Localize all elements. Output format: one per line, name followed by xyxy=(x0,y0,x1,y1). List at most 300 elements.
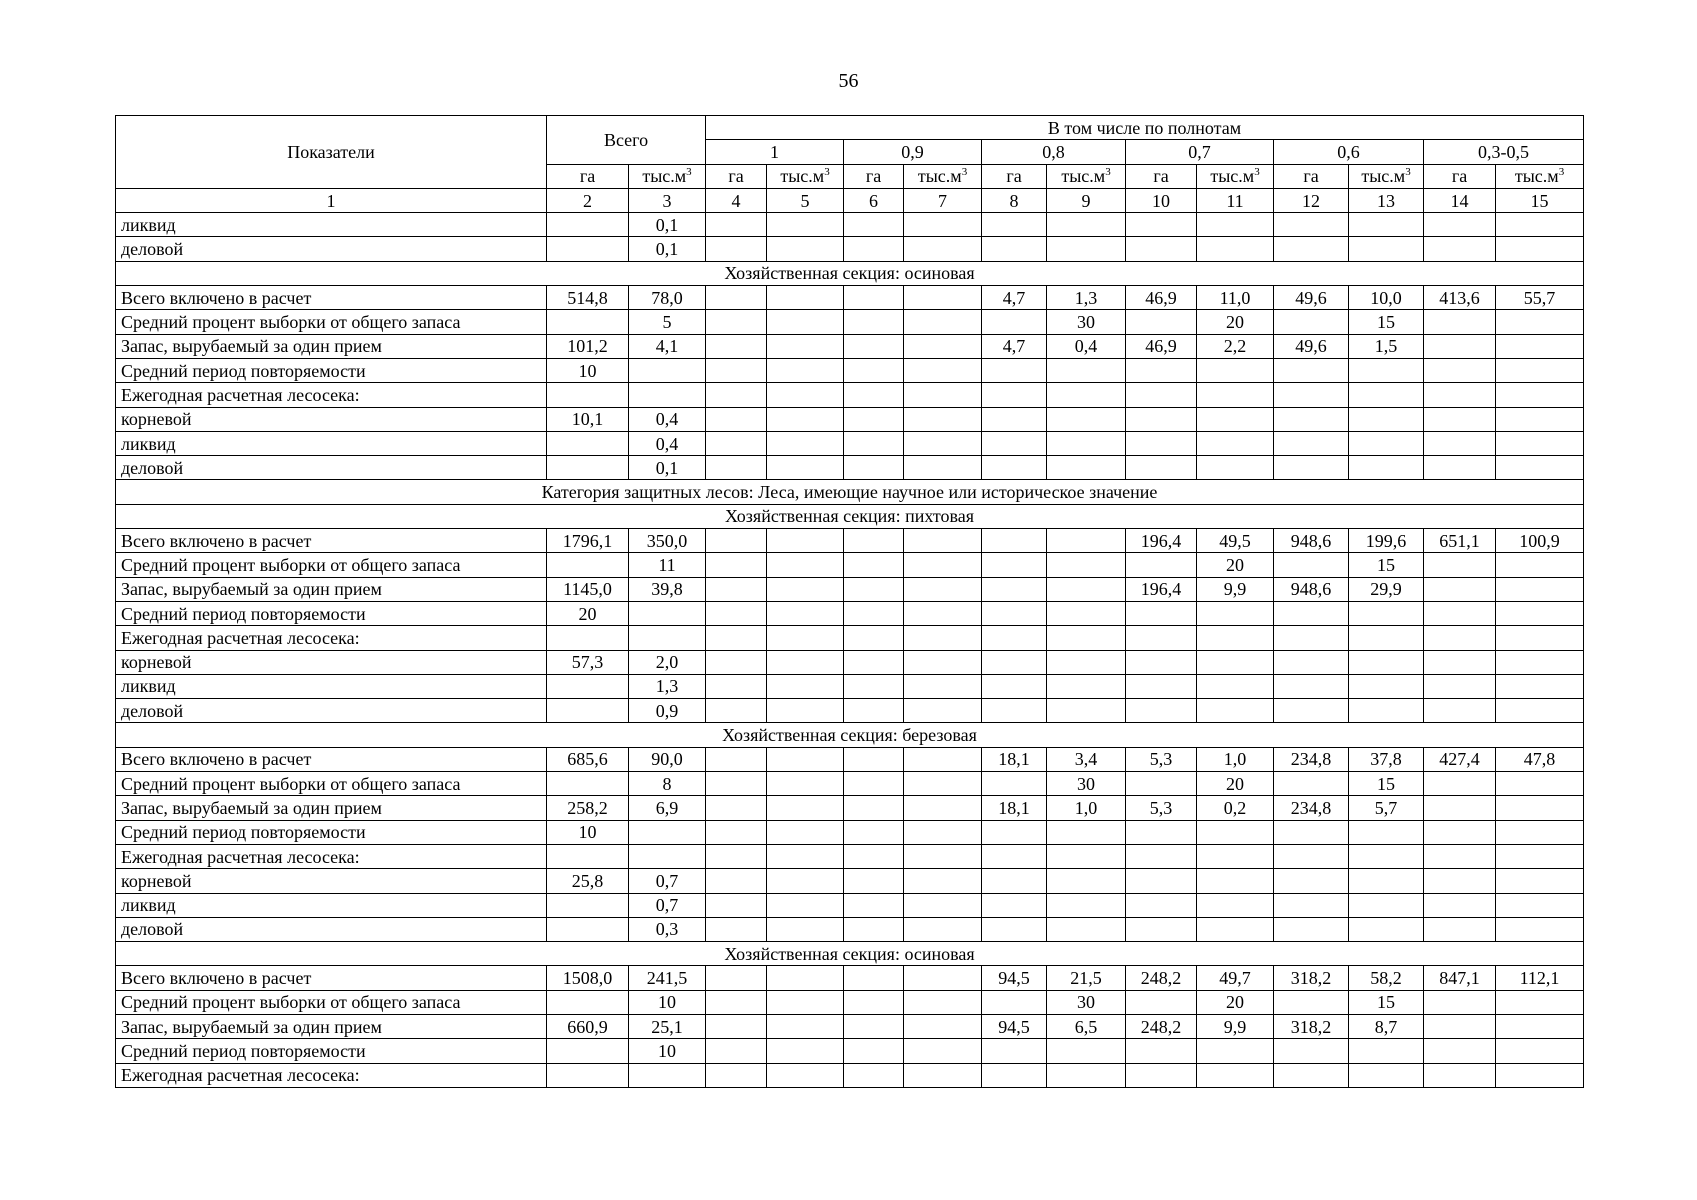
column-number: 4 xyxy=(706,188,767,212)
table-cell xyxy=(982,383,1047,407)
table-cell: 1,0 xyxy=(1047,796,1126,820)
table-cell xyxy=(1274,1039,1349,1063)
table-cell xyxy=(1274,237,1349,261)
table-cell: 94,5 xyxy=(982,966,1047,990)
table-cell xyxy=(904,869,982,893)
row-label: Всего включено в расчет xyxy=(116,966,547,990)
table-cell xyxy=(1274,820,1349,844)
table-cell xyxy=(844,529,904,553)
table-cell: 20 xyxy=(547,601,629,625)
unit-volume-base: тыс.м xyxy=(780,166,825,187)
table-cell: 241,5 xyxy=(629,966,706,990)
table-cell xyxy=(547,699,629,723)
table-cell: 25,1 xyxy=(629,1014,706,1038)
table-cell: 1,3 xyxy=(1047,286,1126,310)
table-cell xyxy=(767,237,844,261)
column-number: 13 xyxy=(1349,188,1424,212)
table-row xyxy=(116,650,1584,674)
table-cell: 78,0 xyxy=(629,286,706,310)
table-cell xyxy=(547,1039,629,1063)
table-cell: 15 xyxy=(1349,553,1424,577)
table-cell: 5,7 xyxy=(1349,796,1424,820)
table-cell xyxy=(904,456,982,480)
row-label: Средний процент выборки от общего запаса xyxy=(116,553,547,577)
table-cell xyxy=(904,237,982,261)
table-cell xyxy=(1047,869,1126,893)
unit-volume-header xyxy=(1197,164,1274,188)
table-cell xyxy=(1496,917,1584,941)
unit-volume-base: тыс.м xyxy=(917,166,962,187)
table-cell xyxy=(767,456,844,480)
table-cell xyxy=(1349,650,1424,674)
table-cell xyxy=(1197,456,1274,480)
table-cell: 5,3 xyxy=(1126,796,1197,820)
table-cell xyxy=(1424,699,1496,723)
table-cell xyxy=(1126,650,1197,674)
table-cell xyxy=(767,407,844,431)
table-cell xyxy=(1047,213,1126,237)
table-cell xyxy=(844,431,904,455)
table-cell xyxy=(1197,1039,1274,1063)
table-cell xyxy=(547,456,629,480)
row-label: Запас, вырубаемый за один прием xyxy=(116,1014,547,1038)
table-cell: 18,1 xyxy=(982,796,1047,820)
table-cell xyxy=(767,674,844,698)
table-cell xyxy=(1424,869,1496,893)
table-cell xyxy=(1126,1063,1197,1087)
table-cell xyxy=(1197,213,1274,237)
table-cell xyxy=(1496,893,1584,917)
table-row xyxy=(116,213,1584,237)
unit-volume-exponent: 3 xyxy=(961,166,968,179)
unit-volume-base: тыс.м xyxy=(1514,166,1559,187)
table-cell xyxy=(982,772,1047,796)
table-cell xyxy=(706,674,767,698)
row-label: деловой xyxy=(116,699,547,723)
unit-volume-base: тыс.м xyxy=(1061,166,1106,187)
table-cell: 6,9 xyxy=(629,796,706,820)
table-cell: 10 xyxy=(629,990,706,1014)
table-cell xyxy=(904,747,982,771)
table-cell xyxy=(1349,237,1424,261)
table-cell xyxy=(1126,917,1197,941)
table-cell xyxy=(844,1063,904,1087)
table-cell: 0,7 xyxy=(629,869,706,893)
table-cell xyxy=(547,431,629,455)
table-cell xyxy=(767,334,844,358)
table-cell xyxy=(1496,358,1584,382)
table-cell xyxy=(1274,772,1349,796)
row-label: корневой xyxy=(116,869,547,893)
table-row xyxy=(116,334,1584,358)
table-cell xyxy=(1047,358,1126,382)
table-cell xyxy=(982,456,1047,480)
unit-volume-header xyxy=(1047,164,1126,188)
table-cell: 196,4 xyxy=(1126,529,1197,553)
table-cell xyxy=(547,893,629,917)
table-cell xyxy=(844,699,904,723)
table-cell: 57,3 xyxy=(547,650,629,674)
table-cell xyxy=(629,1063,706,1087)
table-cell xyxy=(904,626,982,650)
table-cell: 11 xyxy=(629,553,706,577)
table-cell: 15 xyxy=(1349,310,1424,334)
table-cell xyxy=(767,699,844,723)
table-cell xyxy=(1274,601,1349,625)
table-cell: 49,6 xyxy=(1274,286,1349,310)
table-cell xyxy=(547,383,629,407)
table-cell xyxy=(706,1039,767,1063)
table-cell xyxy=(982,626,1047,650)
table-cell xyxy=(1349,383,1424,407)
row-label: корневой xyxy=(116,650,547,674)
column-number: 6 xyxy=(844,188,904,212)
table-cell: 8,7 xyxy=(1349,1014,1424,1038)
table-cell: 4,7 xyxy=(982,334,1047,358)
table-cell xyxy=(767,917,844,941)
table-cell: 94,5 xyxy=(982,1014,1047,1038)
table-cell xyxy=(1496,1014,1584,1038)
table-cell xyxy=(1349,844,1424,868)
table-cell xyxy=(1496,869,1584,893)
table-cell xyxy=(1126,869,1197,893)
table-cell: 30 xyxy=(1047,310,1126,334)
row-label: Средний период повторяемости xyxy=(116,820,547,844)
table-cell xyxy=(844,213,904,237)
column-number: 1 xyxy=(116,188,547,212)
table-cell xyxy=(706,1014,767,1038)
table-cell xyxy=(1274,456,1349,480)
table-cell xyxy=(1126,990,1197,1014)
column-number: 10 xyxy=(1126,188,1197,212)
table-cell xyxy=(1349,917,1424,941)
unit-ha-header: га xyxy=(1274,164,1349,188)
column-number: 14 xyxy=(1424,188,1496,212)
table-cell xyxy=(904,966,982,990)
table-row xyxy=(116,286,1584,310)
table-cell: 47,8 xyxy=(1496,747,1584,771)
table-cell xyxy=(1424,601,1496,625)
table-cell xyxy=(1349,820,1424,844)
table-cell xyxy=(1047,456,1126,480)
unit-volume-base: тыс.м xyxy=(1210,166,1255,187)
table-cell xyxy=(1424,1014,1496,1038)
table-cell xyxy=(629,601,706,625)
table-cell xyxy=(1047,431,1126,455)
table-cell: 9,9 xyxy=(1197,577,1274,601)
table-cell xyxy=(844,286,904,310)
table-cell xyxy=(706,456,767,480)
table-cell: 20 xyxy=(1197,990,1274,1014)
table-cell xyxy=(1424,310,1496,334)
table-cell xyxy=(1126,626,1197,650)
table-cell xyxy=(1047,844,1126,868)
table-cell xyxy=(982,650,1047,674)
table-row xyxy=(116,772,1584,796)
table-cell xyxy=(1496,310,1584,334)
unit-volume-exponent: 3 xyxy=(824,166,830,179)
table-cell xyxy=(706,529,767,553)
table-cell: 0,3 xyxy=(629,917,706,941)
row-label: Всего включено в расчет xyxy=(116,286,547,310)
table-cell xyxy=(767,553,844,577)
table-cell xyxy=(1126,699,1197,723)
table-cell: 46,9 xyxy=(1126,334,1197,358)
table-cell xyxy=(904,334,982,358)
table-cell xyxy=(1496,407,1584,431)
table-cell xyxy=(904,893,982,917)
section-row xyxy=(116,504,1584,528)
table-cell xyxy=(629,358,706,382)
table-cell: 5,3 xyxy=(1126,747,1197,771)
table-cell xyxy=(706,601,767,625)
table-cell xyxy=(629,820,706,844)
table-cell xyxy=(1496,990,1584,1014)
row-label: Средний процент выборки от общего запаса xyxy=(116,772,547,796)
table-cell: 514,8 xyxy=(547,286,629,310)
table-cell xyxy=(1496,626,1584,650)
table-cell xyxy=(706,650,767,674)
table-cell xyxy=(1047,529,1126,553)
row-label: деловой xyxy=(116,237,547,261)
table-cell xyxy=(1274,553,1349,577)
table-cell xyxy=(904,820,982,844)
unit-volume-header xyxy=(629,164,706,188)
column-number: 8 xyxy=(982,188,1047,212)
table-cell xyxy=(1424,213,1496,237)
table-cell: 651,1 xyxy=(1424,529,1496,553)
table-cell xyxy=(904,674,982,698)
table-cell xyxy=(844,917,904,941)
table-cell: 234,8 xyxy=(1274,796,1349,820)
table-cell: 15 xyxy=(1349,990,1424,1014)
table-cell xyxy=(767,650,844,674)
table-cell: 0,4 xyxy=(629,431,706,455)
table-cell xyxy=(706,407,767,431)
table-cell xyxy=(767,213,844,237)
table-cell xyxy=(844,237,904,261)
table-cell xyxy=(982,577,1047,601)
table-cell xyxy=(1349,431,1424,455)
table-cell: 1,5 xyxy=(1349,334,1424,358)
row-label: Средний период повторяемости xyxy=(116,601,547,625)
table-cell: 0,1 xyxy=(629,456,706,480)
table-cell xyxy=(1047,601,1126,625)
table-cell xyxy=(844,601,904,625)
table-cell xyxy=(1274,893,1349,917)
section-title: Хозяйственная секция: осиновая xyxy=(116,261,1584,285)
table-cell: 0,2 xyxy=(1197,796,1274,820)
table-cell xyxy=(1496,577,1584,601)
table-cell xyxy=(904,213,982,237)
table-cell xyxy=(706,553,767,577)
table-cell xyxy=(1496,1039,1584,1063)
table-cell: 49,6 xyxy=(1274,334,1349,358)
table-cell xyxy=(982,699,1047,723)
table-row xyxy=(116,917,1584,941)
table-cell xyxy=(1274,1063,1349,1087)
table-cell: 0,9 xyxy=(629,699,706,723)
table-cell xyxy=(1274,383,1349,407)
table-cell: 58,2 xyxy=(1349,966,1424,990)
table-cell xyxy=(1424,674,1496,698)
unit-volume-exponent: 3 xyxy=(686,166,692,179)
table-cell: 30 xyxy=(1047,772,1126,796)
table-cell: 90,0 xyxy=(629,747,706,771)
table-cell xyxy=(1047,407,1126,431)
table-row xyxy=(116,577,1584,601)
table-cell xyxy=(982,529,1047,553)
column-number: 3 xyxy=(629,188,706,212)
table-cell xyxy=(1424,844,1496,868)
unit-ha-header: га xyxy=(1424,164,1496,188)
table-cell: 2,0 xyxy=(629,650,706,674)
table-row xyxy=(116,310,1584,334)
table-cell xyxy=(904,529,982,553)
table-cell xyxy=(706,286,767,310)
page-number: 56 xyxy=(838,70,859,92)
unit-ha-header: га xyxy=(982,164,1047,188)
table-cell xyxy=(982,310,1047,334)
row-label: Ежегодная расчетная лесосека: xyxy=(116,626,547,650)
table-row xyxy=(116,844,1584,868)
table-row xyxy=(116,966,1584,990)
table-cell: 660,9 xyxy=(547,1014,629,1038)
row-label: Средний период повторяемости xyxy=(116,1039,547,1063)
table-cell: 5 xyxy=(629,310,706,334)
table-cell: 101,2 xyxy=(547,334,629,358)
table-cell xyxy=(982,1063,1047,1087)
table-cell: 427,4 xyxy=(1424,747,1496,771)
table-cell xyxy=(1047,699,1126,723)
table-cell: 9,9 xyxy=(1197,1014,1274,1038)
table-cell xyxy=(982,407,1047,431)
table-cell xyxy=(1424,820,1496,844)
table-cell: 318,2 xyxy=(1274,1014,1349,1038)
column-number: 15 xyxy=(1496,188,1584,212)
table-cell xyxy=(844,820,904,844)
table-cell: 196,4 xyxy=(1126,577,1197,601)
table-cell xyxy=(1424,1063,1496,1087)
table-cell xyxy=(1197,358,1274,382)
row-label: деловой xyxy=(116,456,547,480)
table-cell: 0,1 xyxy=(629,213,706,237)
table-cell xyxy=(1126,674,1197,698)
section-title: Категория защитных лесов: Леса, имеющие научное или историческое значение xyxy=(116,480,1584,504)
table-cell: 10,0 xyxy=(1349,286,1424,310)
table-cell xyxy=(844,747,904,771)
table-cell xyxy=(1496,431,1584,455)
table-cell xyxy=(547,844,629,868)
table-cell xyxy=(1349,699,1424,723)
table-cell: 3,4 xyxy=(1047,747,1126,771)
table-cell xyxy=(1274,626,1349,650)
table-cell xyxy=(1047,577,1126,601)
table-cell xyxy=(844,990,904,1014)
table-row xyxy=(116,601,1584,625)
table-cell xyxy=(1047,893,1126,917)
table-cell: 248,2 xyxy=(1126,966,1197,990)
table-cell: 55,7 xyxy=(1496,286,1584,310)
table-body xyxy=(116,213,1584,1088)
table-cell xyxy=(767,431,844,455)
table-cell: 6,5 xyxy=(1047,1014,1126,1038)
table-cell: 248,2 xyxy=(1126,1014,1197,1038)
table-cell xyxy=(1126,383,1197,407)
unit-ha-header: га xyxy=(547,164,629,188)
table-cell xyxy=(844,966,904,990)
table-cell xyxy=(1197,917,1274,941)
table-cell xyxy=(844,893,904,917)
total-header: Всего xyxy=(547,116,706,165)
table-cell xyxy=(629,626,706,650)
row-label: деловой xyxy=(116,917,547,941)
table-cell xyxy=(1274,674,1349,698)
table-cell xyxy=(1349,358,1424,382)
table-cell xyxy=(844,358,904,382)
table-cell xyxy=(982,990,1047,1014)
table-cell xyxy=(982,893,1047,917)
row-label: Средний период повторяемости xyxy=(116,358,547,382)
table-cell: 258,2 xyxy=(547,796,629,820)
table-row xyxy=(116,747,1584,771)
unit-volume-exponent: 3 xyxy=(1254,166,1260,179)
section-title: Хозяйственная секция: пихтовая xyxy=(116,504,1584,528)
table-row xyxy=(116,431,1584,455)
table-cell xyxy=(1197,893,1274,917)
table-cell: 37,8 xyxy=(1349,747,1424,771)
unit-ha-header: га xyxy=(844,164,904,188)
table-cell xyxy=(904,553,982,577)
table-cell xyxy=(1047,1039,1126,1063)
table-cell xyxy=(1126,456,1197,480)
table-cell xyxy=(1424,553,1496,577)
table-cell xyxy=(767,1014,844,1038)
table-cell xyxy=(1274,358,1349,382)
table-cell xyxy=(844,310,904,334)
column-number: 2 xyxy=(547,188,629,212)
table-cell xyxy=(706,820,767,844)
table-cell xyxy=(1424,626,1496,650)
table-cell: 10 xyxy=(629,1039,706,1063)
table-cell xyxy=(982,844,1047,868)
unit-volume-exponent: 3 xyxy=(1105,166,1111,179)
table-cell xyxy=(1349,1063,1424,1087)
table-cell xyxy=(1424,237,1496,261)
table-cell xyxy=(904,1063,982,1087)
table-cell xyxy=(844,844,904,868)
table-cell: 30 xyxy=(1047,990,1126,1014)
table-cell xyxy=(1197,601,1274,625)
density-header: 0,8 xyxy=(982,140,1126,164)
table-cell xyxy=(904,383,982,407)
section-row xyxy=(116,942,1584,966)
header-row-1 xyxy=(116,116,1584,140)
table-cell xyxy=(547,772,629,796)
table-cell xyxy=(1349,1039,1424,1063)
table-cell xyxy=(706,310,767,334)
table-cell xyxy=(1197,820,1274,844)
table-cell xyxy=(982,601,1047,625)
table-cell xyxy=(1274,310,1349,334)
table-cell xyxy=(706,893,767,917)
table-cell xyxy=(1047,553,1126,577)
density-header: 1 xyxy=(706,140,844,164)
table-row xyxy=(116,358,1584,382)
table-cell: 49,5 xyxy=(1197,529,1274,553)
table-cell: 1145,0 xyxy=(547,577,629,601)
table-cell xyxy=(982,553,1047,577)
